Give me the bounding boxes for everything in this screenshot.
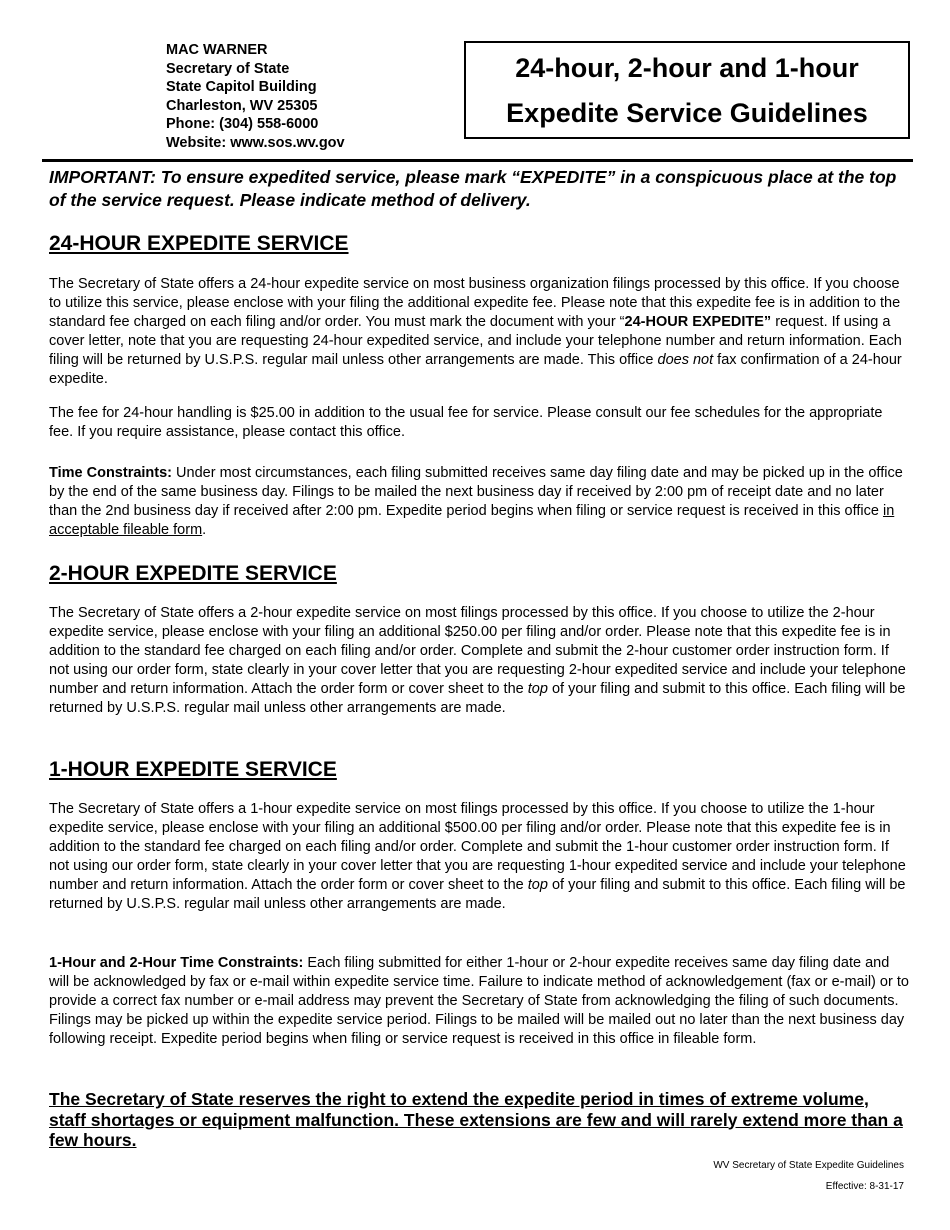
closing-reservation-notice: The Secretary of State reserves the right to extend the expedite period in times of extreme volume, staff shortages or equipment malfunction. These extensions are few and will rarely extend more than a few hours. bbox=[49, 1089, 903, 1150]
paragraph-24-hour-time-constraints bbox=[49, 464, 909, 540]
footer-document-name: WV Secretary of State Expedite Guidelines bbox=[713, 1160, 904, 1171]
footer-effective-date: Effective: 8-31-17 bbox=[825, 1181, 904, 1192]
text-segment: Each filing submitted for either 1-hour or 2-hour expedite receives same day filing date and will be acknowledged by fax or e-mail within expedite service time. Failure to indicate method of acknowledgement (fax or e-mail) or to provide a correct fax number or e-mail address may prevent the Secretary of State from acknowledging the filing of such documents. Filings may be picked up within the expedite service period. Filings to be mailed will be mailed out no later than the next business day following receipt. Expedite period begins when filing or service request is received in this office in fileable form. bbox=[49, 955, 909, 1047]
underline-segment: in acceptable fileable form bbox=[49, 503, 895, 538]
text-segment: request. If using a cover letter, note that you are requesting 24-hour expedited service, and include your telephone number and return information. Each filing will be returned by U.S.P.S. regular mail unless other arrangements are made. This office bbox=[49, 314, 902, 368]
document-title-line-2: Expedite Service Guidelines bbox=[506, 98, 868, 128]
office-address-block bbox=[166, 41, 345, 153]
paragraph-24-hour-fee: The fee for 24-hour handling is $25.00 in addition to the usual fee for service. Please consult our fee schedules for the appropriate fee. If you require assistance, please contact this office. bbox=[49, 405, 883, 440]
important-notice: IMPORTANT: To ensure expedited service, please mark “EXPEDITE” in a conspicuous place at the top of the service request. Please indicate method of delivery. bbox=[49, 167, 897, 210]
text-segment: . bbox=[202, 522, 207, 538]
text-segment: The Secretary of State offers a 2-hour expedite service on most filings processed by this office. If you choose to utilize the 2-hour expedite service, please enclose with your filing an additional $250.00 per filing and/or order. Please note that this expedite fee is in addition to the standard fee charged on each filing and/or order. Complete and submit the 2-hour customer order instruction form. If not using our order form, state clearly in your cover letter that you are requesting 2-hour expedited service and include your telephone number and return information. Attach the order form or cover sheet to the bbox=[49, 605, 906, 697]
text-segment: The Secretary of State offers a 24-hour expedite service on most business organization filings processed by this office. If you choose to utilize this service, please enclose with your filing the additional expedite fee. Please note that this expedite fee is in addition to the standard fee charged on each filing and/or order. You must mark the document with your “ bbox=[49, 276, 901, 330]
text-segment: of your filing and submit to this office. Each filing will be returned by U.S.P.S. regular mail unless other arrangements are made. bbox=[49, 681, 906, 716]
italic-segment: does not bbox=[657, 352, 714, 368]
text-segment: The Secretary of State offers a 1-hour expedite service on most filings processed by this office. If you choose to utilize the 1-hour expedite service, please enclose with your filing an additional $500.00 per filing and/or order. Please note that this expedite fee is in addition to the standard fee charged on each filing and/or order. Complete and submit the 1-hour customer order instruction form. If not using our order form, state clearly in your cover letter that you are requesting 1-hour expedited service and include your telephone number and return information. Attach the order form or cover sheet to the bbox=[49, 801, 906, 893]
paragraph-24-hour-description bbox=[49, 275, 909, 389]
document-title-line-1: 24-hour, 2-hour and 1-hour bbox=[515, 53, 859, 83]
document-title-box bbox=[464, 41, 910, 139]
office-building: State Capitol Building bbox=[166, 79, 317, 96]
italic-segment: top bbox=[527, 681, 548, 697]
text-segment: fax confirmation of a 24-hour expedite. bbox=[49, 352, 902, 387]
time-constraints-label: 1-Hour and 2-Hour Time Constraints: bbox=[49, 955, 304, 971]
office-city: Charleston, WV 25305 bbox=[166, 97, 318, 114]
paragraph-1-and-2-hour-time-constraints bbox=[49, 954, 909, 1049]
italic-segment: top bbox=[527, 877, 548, 893]
office-title: Secretary of State bbox=[166, 60, 290, 77]
heading-2-hour-expedite: 2-HOUR EXPEDITE SERVICE bbox=[49, 562, 337, 585]
bold-segment: 24-HOUR EXPEDITE” bbox=[624, 314, 772, 330]
heading-24-hour-expedite: 24-HOUR EXPEDITE SERVICE bbox=[49, 232, 349, 255]
office-phone: Phone: (304) 558-6000 bbox=[166, 116, 319, 133]
paragraph-1-hour-description bbox=[49, 800, 909, 914]
text-segment: of your filing and submit to this office. Each filing will be returned by U.S.P.S. regular mail unless other arrangements are made. bbox=[49, 877, 906, 912]
official-name: MAC WARNER bbox=[166, 42, 268, 58]
text-segment: Under most circumstances, each filing submitted receives same day filing date and may be picked up in the office by the end of the same business day. Filings to be mailed the next business day if received by 2:00 pm of receipt date and no later than the 2nd business day if received after 2:00 pm. Expedite period begins when filing or service request is received in this office bbox=[49, 465, 903, 519]
paragraph-2-hour-description bbox=[49, 604, 909, 718]
office-website: Website: www.sos.wv.gov bbox=[166, 134, 345, 151]
heading-1-hour-expedite: 1-HOUR EXPEDITE SERVICE bbox=[49, 758, 337, 781]
time-constraints-label: Time Constraints: bbox=[49, 465, 173, 481]
header-divider bbox=[42, 159, 913, 162]
